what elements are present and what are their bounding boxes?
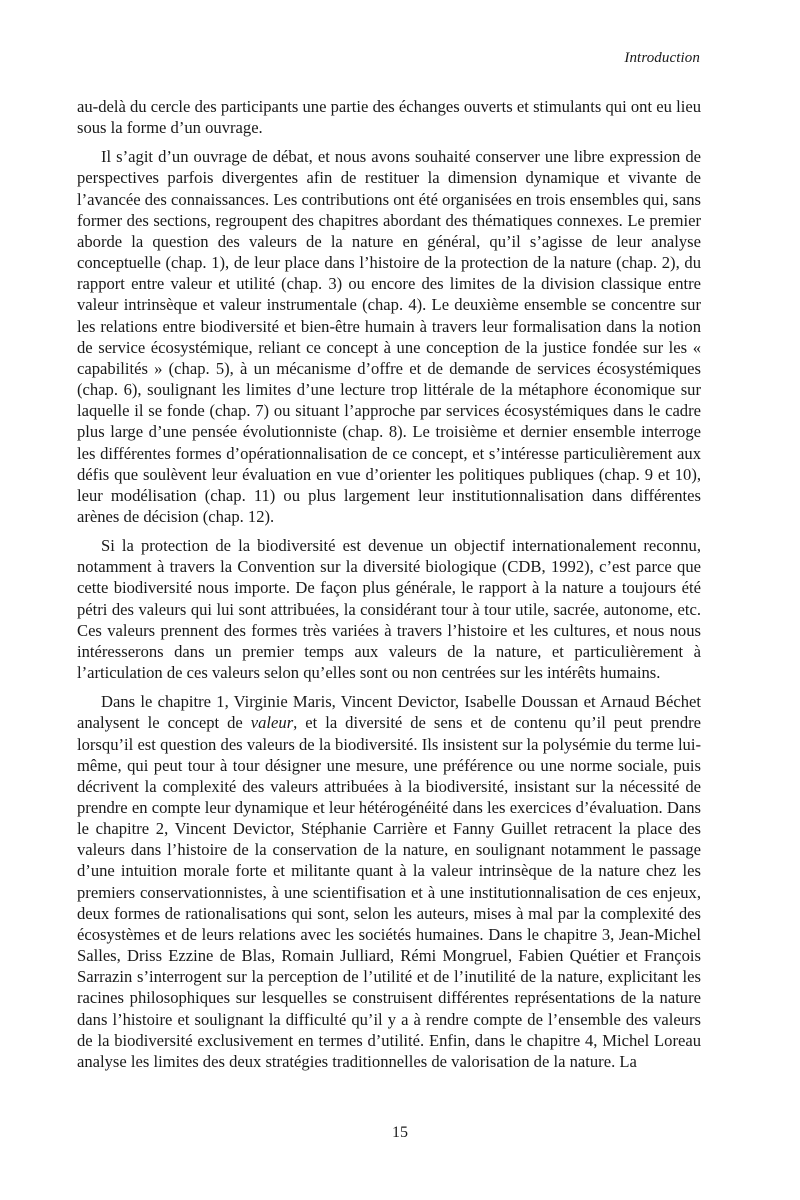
emphasized-term: valeur (250, 713, 294, 733)
page-number: 15 (392, 1124, 408, 1141)
paragraph-text-before: Dans le chapitre 1, Virginie Maris, Vincent Devictor, Isabelle Doussan et Arnaud Béchet analysent le concept de (77, 692, 701, 733)
paragraph-chapter-summaries (77, 691, 701, 1072)
running-header: Introduction (624, 50, 700, 66)
paragraph-text-after: , et la diversité de sens et de contenu qu’il peut prendre lorsqu’il est question des valeurs de la biodiversité. Ils insistent sur la polysémie du terme lui-même, qui peut tour à tour désigner une mesure, une préférence ou une norme sociale, puis décrivent la complexité des valeurs attribuées à la biodiversité, insistant sur la nécessité de prendre en compte leur dynamique et leur hétérogénéité dans les exercices d’évaluation. Dans le chapitre 2, Vincent Devictor, Stéphanie Carrière et Fanny Guillet retracent la place des valeurs dans l’histoire de la conservation de la nature, en soulignant notamment le passage d’une intuition morale forte et militante quant à la valeur intrinsèque de la nature chez les premiers conservationnistes, à une scientifisation et à une institutionnalisation de ces enjeux, deux formes de rationalisations qui sont, selon les auteurs, mises à mal par la complexité des écosystèmes et de leurs relations avec les sociétés humaines. Dans le chapitre 3, Jean-Michel Salles, Driss Ezzine de Blas, Romain Julliard, Rémi Mongruel, Fabien Quétier et François Sarrazin s’interrogent sur la perception de l’utilité et de l’inutilité de la nature, explicitant les racines philosophiques sur lesquelles se construisent différentes représentations de la nature dans l’histoire et soulignant la difficulté qu’il y a à rendre compte de l’ensemble des valeurs de la biodiversité exclusivement en termes d’utilité. Enfin, dans le chapitre 4, Michel Loreau analyse les limites des deux stratégies traditionnelles de valorisation de la nature. La (77, 713, 702, 1071)
paragraph-values-of-nature: Si la protection de la biodiversité est devenue un objectif internationalement reconnu, notamment à travers la Convention sur la diversité biologique (CDB, 1992), c’est parce que cette biodiversité nous importe. De façon plus générale, le rapport à la nature a toujours été pétri des valeurs qui lui sont attribuées, la considérant tour à tour utile, sacrée, autonome, etc. Ces valeurs prennent des formes très variées à travers l’histoire et les cultures, et nous nous intéresserons dans un premier temps aux valeurs de la nature, et particulièrement à l’articulation de ces valeurs selon qu’elles sont ou non centrées sur les intérêts humains. (77, 536, 701, 683)
body-text (77, 96, 701, 1072)
paragraph-structure-of-book: Il s’agit d’un ouvrage de débat, et nous avons souhaité conserver une libre expression de perspectives parfois divergentes afin de restituer la dimension dynamique et vivante de l’avancée des connaissances. Les contributions ont été organisées en trois ensembles qui, sans former des sections, regroupent des chapitres abordant des thématiques connexes. Le premier aborde la question des valeurs de la nature en général, qu’il s’agisse de leur analyse conceptuelle (chap. 1), de leur place dans l’histoire de la protection de la nature (chap. 2), du rapport entre valeur et utilité (chap. 3) ou encore des limites de la division classique entre valeur intrinsèque et valeur instrumentale (chap. 4). Le deuxième ensemble se concentre sur les relations entre biodiversité et bien-être humain à travers leur formalisation dans la notion de service écosystémique, reliant ce concept à une conception de la justice fondée sur les « capabilités » (chap. 5), à un mécanisme d’offre et de demande de services écosystémiques (chap. 6), soulignant les limites d’une lecture trop littérale de la métaphore économique sur laquelle il se fonde (chap. 7) ou situant l’approche par services écosystémiques dans le cadre plus large d’une pensée évolutionniste (chap. 8). Le troisième et dernier ensemble interroge les différentes formes d’opérationnalisation de ce concept, et s’intéresse particulièrement aux défis que soulèvent leur évaluation en vue d’orienter les politiques publiques (chap. 9 et 10), leur modélisation (chap. 11) ou plus largement leur institutionnalisation dans différentes arènes de décision (chap. 12). (77, 147, 701, 526)
paragraph-continuation: au-delà du cercle des participants une partie des échanges ouverts et stimulants qui ont eu lieu sous la forme d’un ouvrage. (77, 97, 701, 138)
